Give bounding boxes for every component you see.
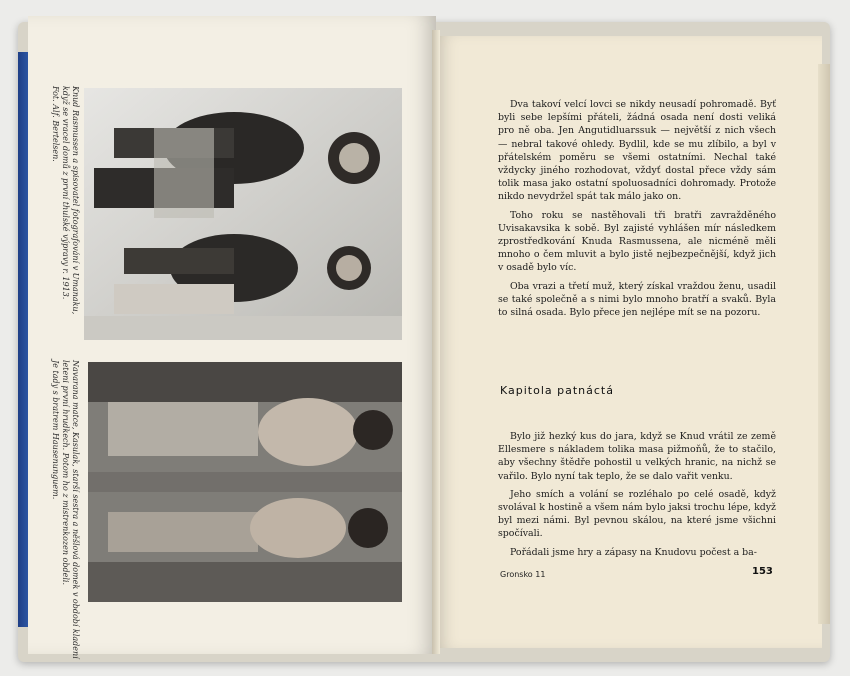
- paragraph: Dva takoví velcí lovci se nikdy neusadí pohromadě. Byť byli sebe lepšími přáteli, žádná osada není dosti veliká pro ně oba. Jen Angutidluarssuk — největší z nich všech — nebral takové ohledy. Bydlil, kde se mu zlíbilo, a byl v přátelském poměru se všemi ostatními. Nechal také vždycky jiného rozhodovat, vždyť dostal přece vždy sám tolik masa jako ostatní spoluosadníci dohromady. Protože nikdo nevydržel spát tak málo jako on.: [498, 99, 776, 203]
- body-text-block-1: [498, 98, 776, 324]
- book-gutter: [432, 30, 440, 654]
- caption-top-line-2: když se vracel domů z první thulské výpravy r. 1913.: [61, 86, 70, 300]
- signature-mark: Gronsko 11: [500, 570, 546, 579]
- paragraph: Toho roku se nastěhovali tři bratři zavražděného Uvisakavsika k sobě. Byl zajisté vyhlášen mír následkem zprostředkování Knuda Rasmussena, ale nicméně měli mnoho o čem mluvit a bylo jistě nejbezpečnější, když jich v osadě bylo víc.: [498, 209, 776, 274]
- photo-navarana-image: [88, 362, 402, 602]
- paragraph: Jeho smích a volání se rozléhalo po celé osadě, když svolával k hostině a všem nám bylo jaksi trochu lépe, když byl mezi námi. Byl pevnou skálou, na které jsme všichni spočívali.: [498, 488, 776, 540]
- caption-top-line-1: Knud Rasmussen a spisovatel fotografování v Umanaku,: [71, 86, 80, 315]
- paragraph: Pořádali jsme hry a zápasy na Knudovu počest a ba-: [510, 546, 757, 558]
- caption-bottom-line-1: Navarana matce, Kasulak, starší sestra a něšlová domek v období kladení: [71, 360, 80, 659]
- caption-bottom-line-2: leteni první hrudkech. Potom ho z mistrenkozen obdeli.: [61, 360, 70, 586]
- page-edges: [818, 64, 830, 624]
- paragraph: Oba vrazi a třetí muž, který získal vraždou ženu, usadil se také společně a s nimi bylo mnoho bratří a svaků. Byla to silná osada. Bylo přece jen nejlépe mít se na pozoru.: [498, 280, 776, 319]
- photo-caption-top: [44, 86, 80, 346]
- photo-rasmussen-portrait: [84, 88, 402, 340]
- photo-caption-bottom: [44, 360, 80, 659]
- body-text-block-2: [498, 430, 776, 564]
- paragraph: Bylo již hezký kus do jara, když se Knud vrátil ze země Ellesmere s nákladem tolika masa pižmoňů, že to stačilo, aby všechny štědře pohostil u velkých hranic, na nichž se vařilo. Bylo nyní tak teplo, že se dalo vařit venku.: [498, 431, 776, 482]
- page-number: 153: [752, 566, 773, 577]
- caption-bottom-line-3: Je tady s bratrem Hausenunguem.: [51, 360, 60, 500]
- photo-navarana-family: [88, 362, 402, 602]
- caption-top-line-3: Fot. Alf. Bertelsen.: [51, 86, 60, 162]
- chapter-title: Kapitola patnáctá: [500, 384, 614, 397]
- photo-rasmussen-image: [84, 88, 402, 340]
